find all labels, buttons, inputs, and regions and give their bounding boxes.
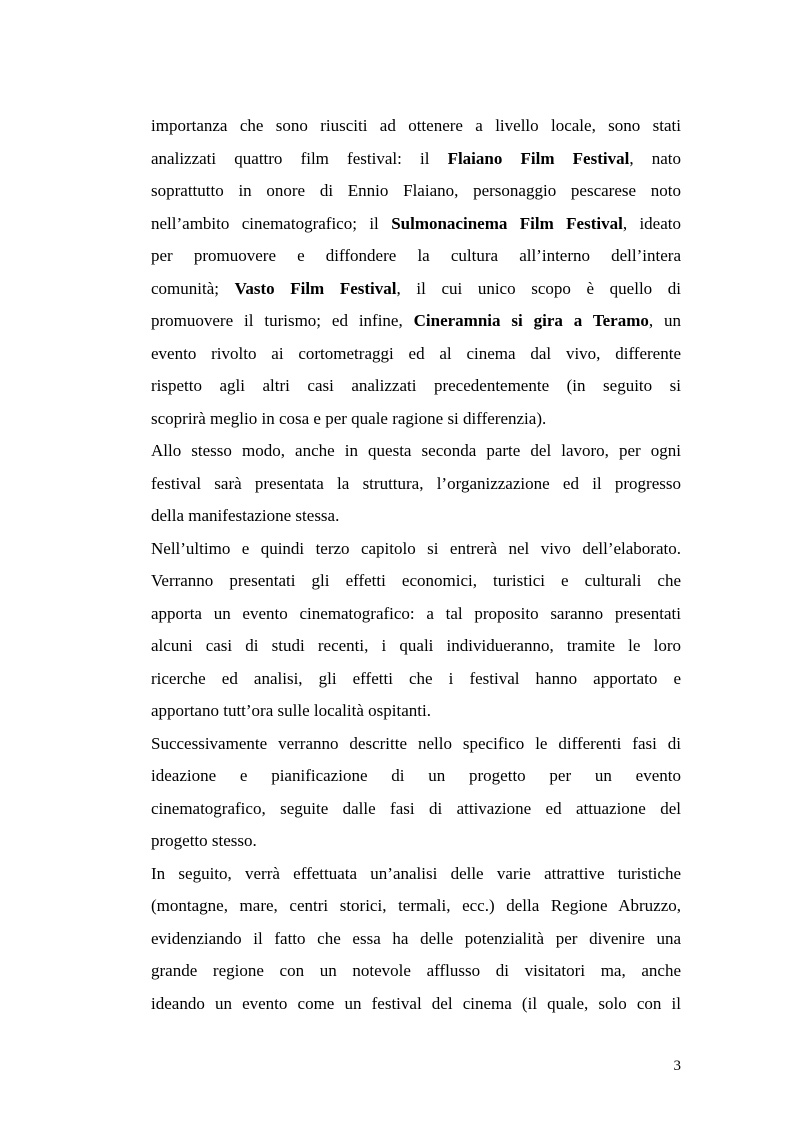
text-line — [151, 500, 681, 533]
text-run: promuovere il turismo; ed infine, — [151, 311, 414, 330]
text-run: In seguito, verrà effettuata un’analisi delle varie attrattive turistiche — [151, 863, 681, 883]
text-line — [151, 110, 681, 143]
text-run: nell’ambito cinematografico; il — [151, 213, 392, 233]
bold-text: Sulmonacinema Film Festival — [391, 213, 623, 233]
bold-text: Flaiano Film Festival — [447, 148, 630, 168]
document-body — [151, 110, 681, 1020]
text-line — [151, 890, 681, 923]
text-run: , il cui unico scopo è quello di — [396, 278, 682, 298]
paragraph — [151, 533, 681, 728]
text-line — [151, 208, 681, 241]
text-run: apportano tutt’ora sulle località ospitanti. — [151, 701, 431, 720]
page-number: 3 — [673, 1058, 681, 1074]
text-run: evento rivolto ai cortometraggi ed al cinema dal vivo, differente — [151, 343, 681, 363]
text-line — [151, 760, 681, 793]
text-line — [151, 435, 681, 468]
text-line — [151, 663, 681, 696]
text-run: Allo stesso modo, anche in questa seconda parte del lavoro, per ogni — [151, 441, 681, 460]
text-line — [151, 305, 681, 338]
text-run: , ideato — [622, 213, 681, 233]
text-line — [151, 338, 681, 371]
text-run: Verranno presentati gli effetti economici, turistici e culturali che — [151, 571, 681, 590]
text-run: Nell’ultimo e quindi terzo capitolo si entrerà nel vivo dell’elaborato. — [151, 538, 681, 558]
text-run: per promuovere e diffondere la cultura all’interno dell’intera — [151, 246, 681, 265]
text-line — [151, 533, 681, 566]
text-run: analizzati quattro film festival: il — [151, 148, 448, 168]
text-run: della manifestazione stessa. — [151, 506, 340, 525]
text-run: ricerche ed analisi, gli effetti che i festival hanno apportato e — [151, 668, 681, 688]
text-run: scoprirà meglio in cosa e per quale ragione si differenzia). — [151, 408, 547, 428]
bold-text: Cineramnia si gira a Teramo — [413, 311, 649, 330]
text-run: ideazione e pianificazione di un progetto per un evento — [151, 766, 681, 785]
text-line — [151, 598, 681, 631]
text-line — [151, 728, 681, 761]
text-line — [151, 175, 681, 208]
text-run: festival sarà presentata la struttura, l’organizzazione ed il progresso — [151, 473, 681, 493]
text-line — [151, 273, 681, 306]
text-line — [151, 143, 681, 176]
text-run: apporta un evento cinematografico: a tal proposito saranno presentati — [151, 603, 681, 623]
text-line — [151, 370, 681, 403]
text-line — [151, 955, 681, 988]
text-run: evidenziando il fatto che essa ha delle potenzialità per divenire una — [151, 928, 681, 948]
text-run: , nato — [629, 148, 681, 168]
bold-text: Vasto Film Festival — [234, 278, 397, 298]
text-line — [151, 695, 681, 728]
text-run: (montagne, mare, centri storici, termali, ecc.) della Regione Abruzzo, — [151, 896, 681, 915]
text-line — [151, 565, 681, 598]
text-line — [151, 988, 681, 1021]
text-run: importanza che sono riusciti ad ottenere a livello locale, sono stati — [151, 116, 681, 135]
text-run: Successivamente verranno descritte nello specifico le differenti fasi di — [151, 733, 681, 753]
text-line — [151, 240, 681, 273]
paragraph — [151, 110, 681, 435]
text-line — [151, 825, 681, 858]
text-line — [151, 630, 681, 663]
text-line — [151, 923, 681, 956]
paragraph — [151, 728, 681, 858]
text-run: soprattutto in onore di Ennio Flaiano, personaggio pescarese noto — [151, 181, 681, 200]
text-run: rispetto agli altri casi analizzati precedentemente (in seguito si — [151, 376, 681, 395]
text-line — [151, 468, 681, 501]
text-run: cinematografico, seguite dalle fasi di attivazione ed attuazione del — [151, 798, 681, 818]
text-run: ideando un evento come un festival del cinema (il quale, solo con il — [151, 993, 681, 1013]
text-run: progetto stesso. — [151, 831, 257, 850]
text-run: , un — [648, 311, 682, 330]
text-line — [151, 403, 681, 436]
paragraph — [151, 435, 681, 533]
text-run: grande regione con un notevole afflusso di visitatori ma, anche — [151, 961, 681, 980]
text-run: alcuni casi di studi recenti, i quali individueranno, tramite le loro — [151, 636, 681, 655]
text-line — [151, 793, 681, 826]
text-run: comunità; — [151, 278, 235, 298]
paragraph — [151, 858, 681, 1021]
text-line — [151, 858, 681, 891]
